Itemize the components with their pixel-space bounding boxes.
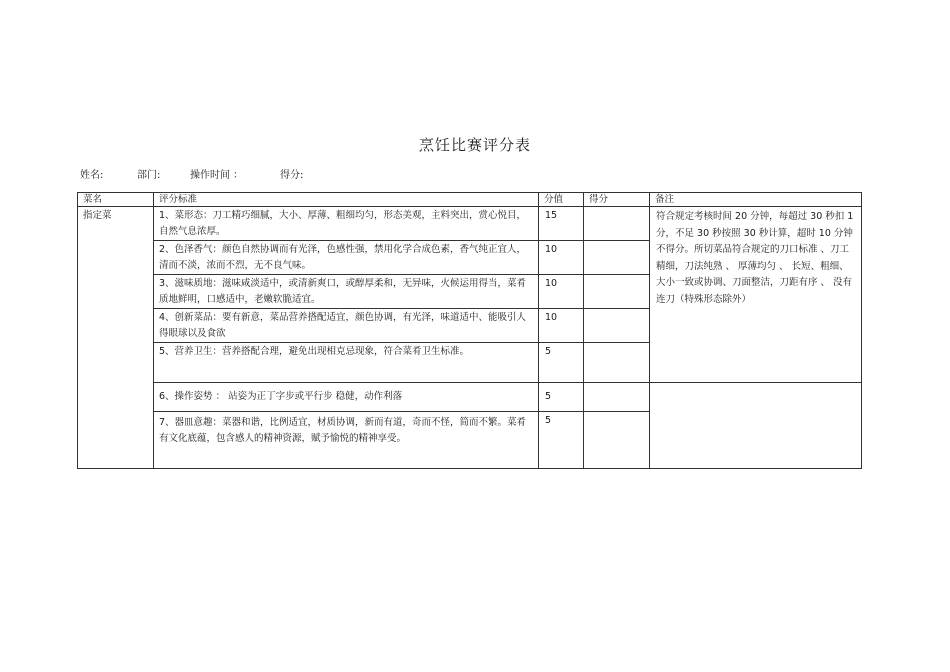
dish-name-cell: 指定菜 — [78, 207, 154, 469]
remark-empty-cell — [650, 383, 862, 469]
table-header-row — [78, 193, 862, 207]
points-cell: 10 — [539, 241, 584, 275]
score-cell[interactable] — [584, 343, 650, 383]
criteria-cell: 3、滋味质地：滋味咸淡适中，或清新爽口，或醇厚柔和，无异味，火候运用得当，菜肴质地鲜明，口感适中，老嫩软脆适宜。 — [154, 275, 539, 309]
header-points: 分值 — [539, 193, 584, 207]
header-score: 得分 — [584, 193, 650, 207]
criteria-cell: 5、营养卫生：营养搭配合理，避免出现相克忌现象，符合菜肴卫生标准。 — [154, 343, 539, 383]
criteria-cell: 2、色泽香气：颜色自然协调而有光泽，色感性强，禁用化学合成色素，香气纯正宜人，清而不淡，浓而不烈，无不良气味。 — [154, 241, 539, 275]
criteria-cell: 4、创新菜品：要有新意，菜品营养搭配适宜，颜色协调，有光泽，味道适中、能吸引人得眼球以及食欲 — [154, 309, 539, 343]
score-cell[interactable] — [584, 241, 650, 275]
scoring-table — [77, 192, 862, 469]
points-cell: 5 — [539, 383, 584, 412]
score-cell[interactable] — [584, 207, 650, 241]
score-cell[interactable] — [584, 275, 650, 309]
points-cell: 5 — [539, 343, 584, 383]
score-cell[interactable] — [584, 309, 650, 343]
points-cell: 10 — [539, 275, 584, 309]
operation-time-label: 操作时间 ： — [190, 170, 244, 181]
criteria-cell: 6、操作姿势 ： 站姿为正丁字步或平行步 稳健，动作利落 — [154, 383, 539, 412]
name-label: 姓名: — [80, 170, 104, 181]
criteria-cell: 1、菜形态：刀工精巧细腻，大小、厚薄、粗细均匀，形态美观，主料突出，赏心悦目，自然气息浓厚。 — [154, 207, 539, 241]
points-cell: 15 — [539, 207, 584, 241]
page-title: 烹饪比赛评分表 — [418, 136, 531, 154]
points-cell: 5 — [539, 412, 584, 469]
score-cell[interactable] — [584, 383, 650, 412]
score-cell[interactable] — [584, 412, 650, 469]
department-label: 部门: — [137, 170, 161, 181]
table-row — [78, 383, 862, 412]
header-criteria: 评分标准 — [154, 193, 539, 207]
criteria-cell: 7、器皿意趣：菜器和谐，比例适宜，材质协调，新而有道，奇而不怪，简而不繁。菜肴有文化底蕴，包含感人的精神资源，赋予愉悦的精神享受。 — [154, 412, 539, 469]
points-cell: 10 — [539, 309, 584, 343]
table-row — [78, 207, 862, 241]
remark-cell: 符合规定考核时间 20 分钟，每超过 30 秒扣 1 分，不足 30 秒按照 30 秒计算，超时 10 分钟不得分。所切菜品符合规定的刀口标准 、刀工精细，刀法纯熟 、 厚薄均匀 、 长短、粗细、大小一致或协调、刀面整洁，刀距有序 、 没有连刀（特殊形态除外） — [650, 207, 862, 383]
header-dish: 菜名 — [78, 193, 154, 207]
header-remark: 备注 — [650, 193, 862, 207]
score-label: 得分: — [280, 170, 304, 181]
